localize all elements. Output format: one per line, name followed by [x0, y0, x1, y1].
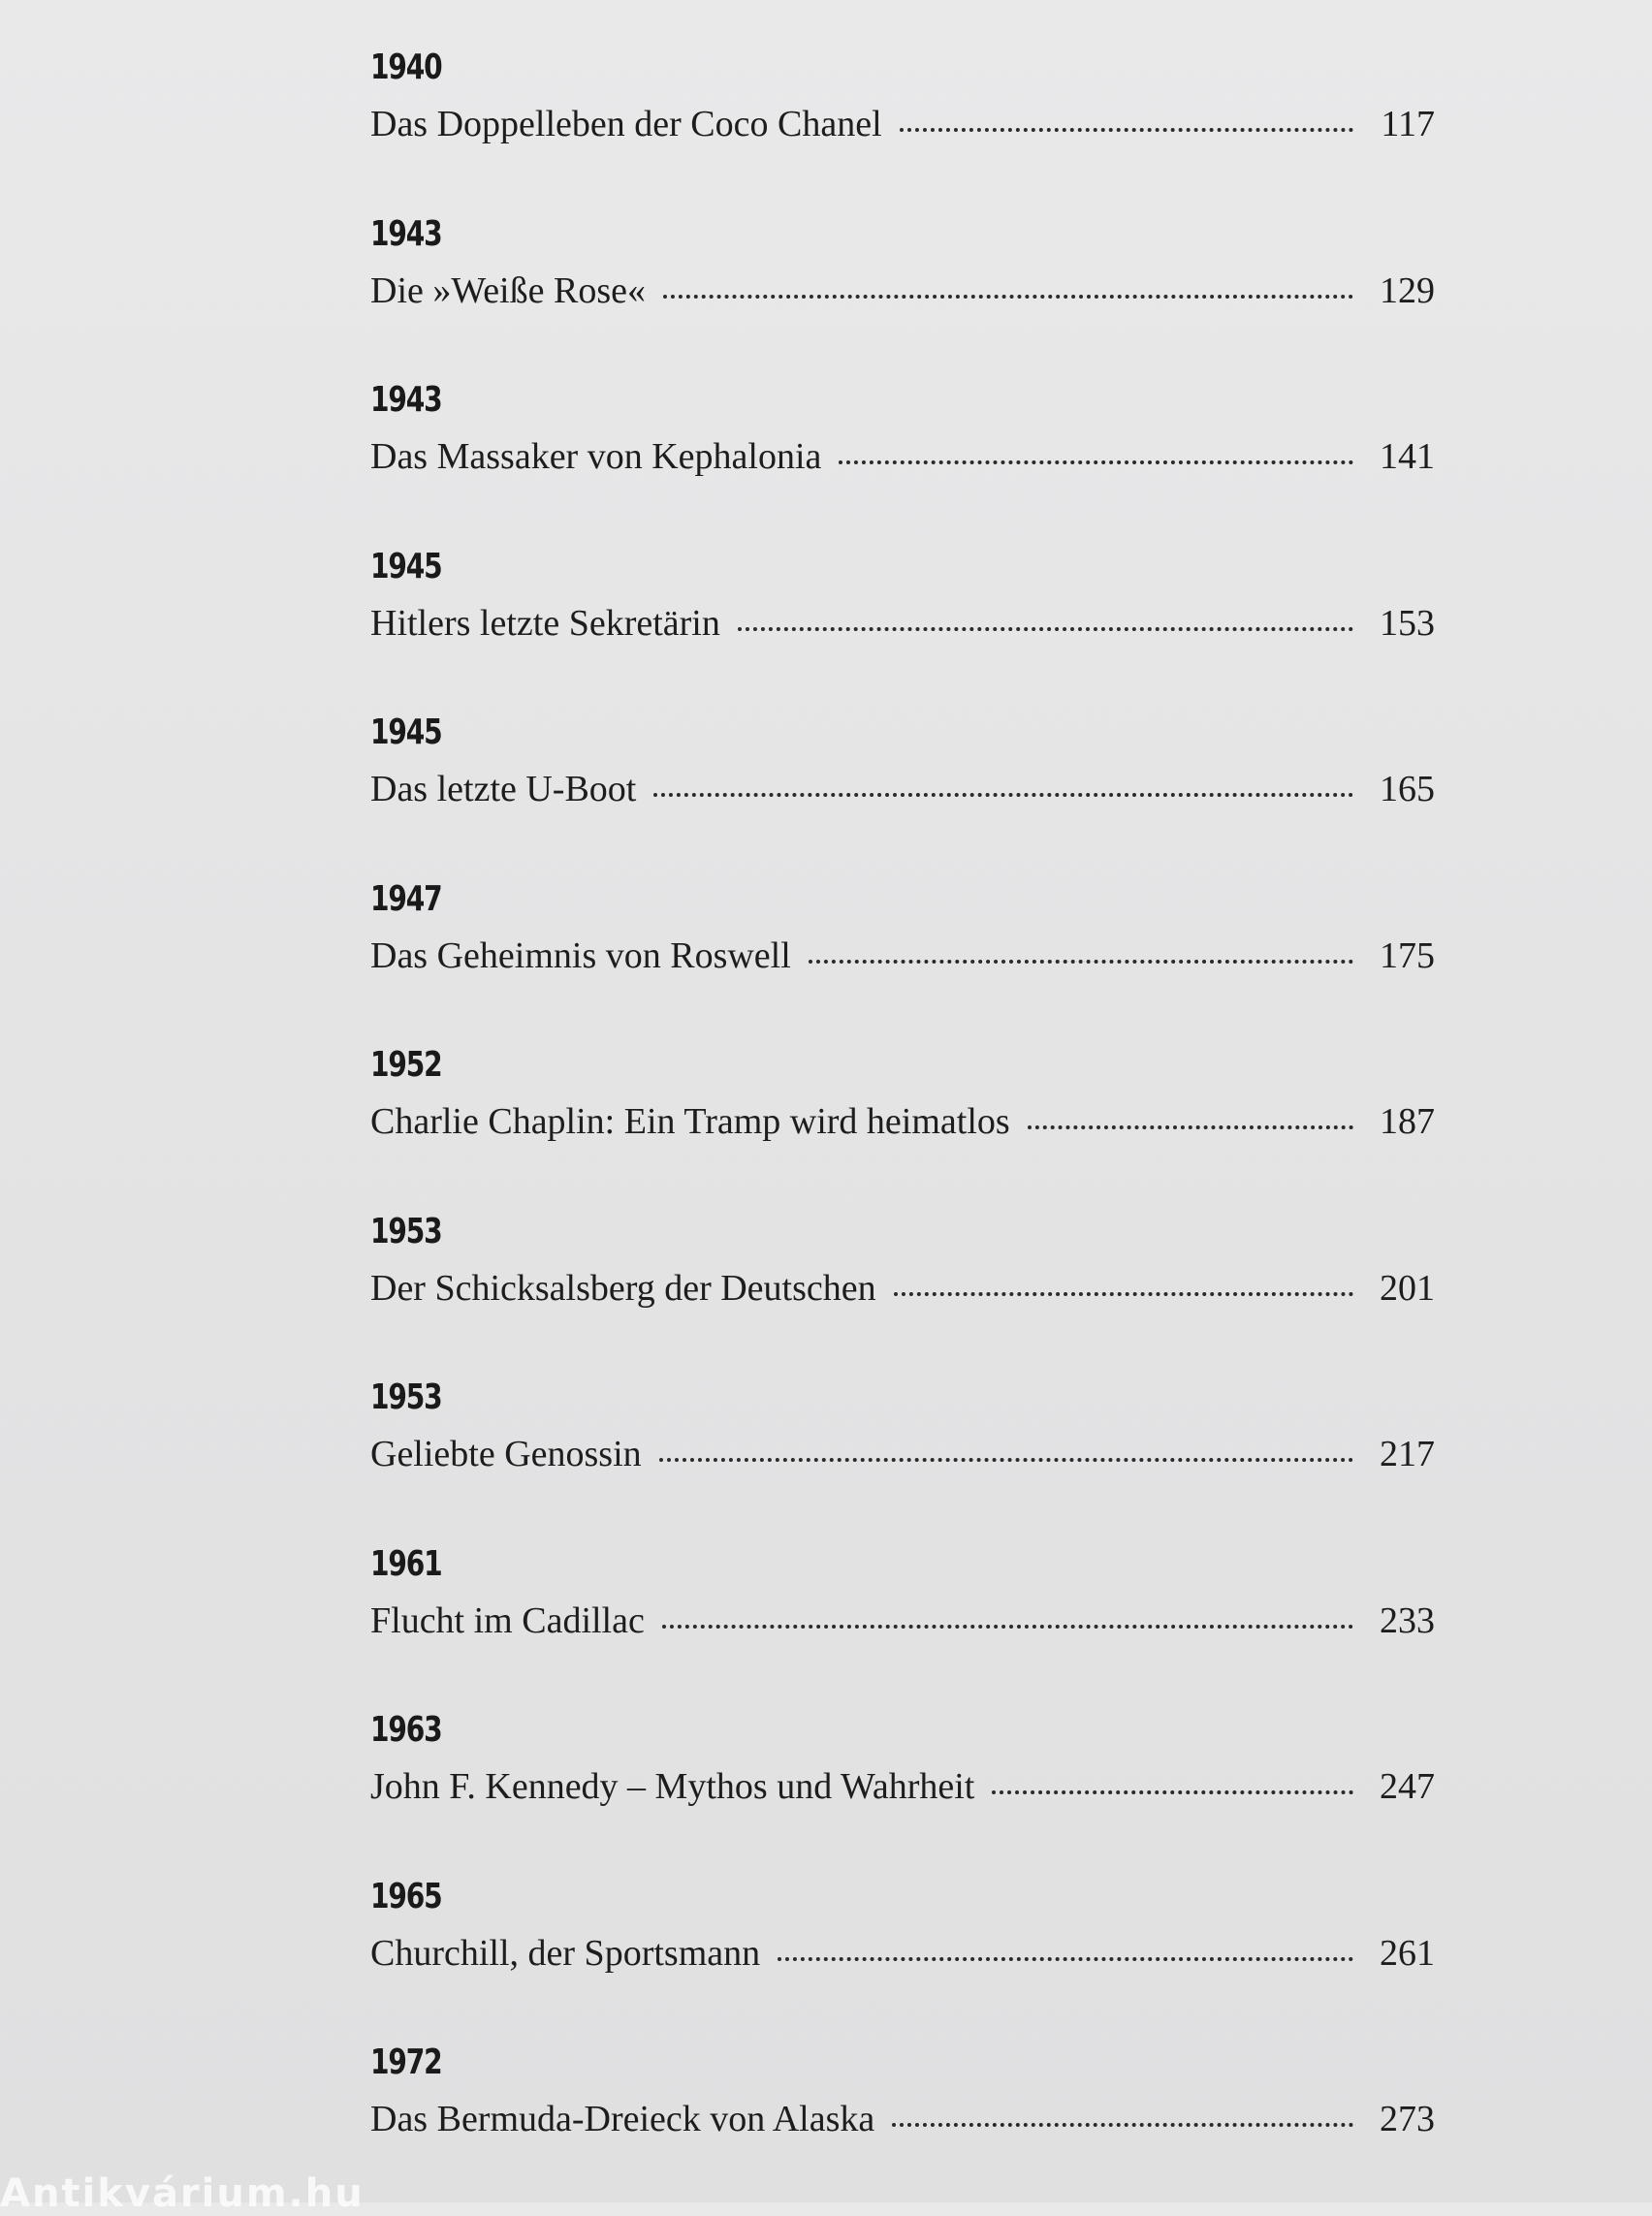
entry-year: 1972: [370, 2042, 442, 2082]
entry-page-number: 247: [1380, 1766, 1435, 1807]
table-of-contents: [370, 39, 1435, 2200]
toc-entry: [370, 1369, 1435, 1535]
entry-title: Geliebte Genossin: [370, 1434, 642, 1474]
entry-page-number: 175: [1380, 934, 1435, 976]
entry-page-number: 141: [1380, 436, 1435, 477]
toc-entry: [370, 1701, 1435, 1868]
dot-leader: [662, 1625, 1353, 1629]
toc-entry: [370, 39, 1435, 206]
entry-title: Churchill, der Sportsmann: [370, 1932, 761, 1974]
entry-year: 1940: [370, 47, 442, 87]
entry-line: [370, 97, 1435, 151]
entry-page-number: 117: [1381, 104, 1435, 144]
entry-year: 1947: [370, 878, 442, 919]
toc-entry: [370, 1036, 1435, 1203]
entry-line: [370, 264, 1435, 318]
entry-line: [370, 1594, 1435, 1648]
entry-year: 1961: [370, 1543, 442, 1584]
entry-page-number: 217: [1380, 1434, 1435, 1474]
toc-entry: [370, 1535, 1435, 1702]
dot-leader: [992, 1790, 1353, 1794]
watermark: Antikvárium.hu: [0, 2171, 365, 2216]
entry-title: Das Bermuda-Dreieck von Alaska: [370, 2099, 875, 2139]
toc-entry: [370, 2034, 1435, 2200]
dot-leader: [894, 1292, 1353, 1296]
entry-line: [370, 1094, 1435, 1149]
entry-line: [370, 1926, 1435, 1980]
entry-page-number: 273: [1380, 2099, 1435, 2139]
entry-title: Hitlers letzte Sekretärin: [370, 602, 720, 644]
entry-year: 1952: [370, 1045, 442, 1085]
entry-line: [370, 596, 1435, 650]
dot-leader: [659, 1458, 1353, 1462]
entry-title: Das letzte U-Boot: [370, 769, 637, 809]
entry-year: 1965: [370, 1876, 442, 1916]
entry-page-number: 187: [1380, 1101, 1435, 1142]
toc-entry: [370, 538, 1435, 705]
dot-leader: [839, 460, 1353, 464]
dot-leader: [663, 295, 1353, 299]
dot-leader: [892, 2123, 1353, 2127]
entry-title: John F. Kennedy – Mythos und Wahrheit: [370, 1766, 975, 1807]
entry-page-number: 153: [1380, 602, 1435, 644]
entry-year: 1953: [370, 1211, 442, 1251]
dot-leader: [738, 627, 1353, 631]
toc-entry: [370, 371, 1435, 538]
entry-title: Der Schicksalsberg der Deutschen: [370, 1267, 876, 1309]
entry-title: Das Doppelleben der Coco Chanel: [370, 104, 882, 144]
toc-entry: [370, 704, 1435, 871]
entry-page-number: 261: [1380, 1932, 1435, 1974]
dot-leader: [809, 960, 1353, 964]
entry-year: 1943: [370, 213, 442, 254]
dot-leader: [778, 1957, 1353, 1961]
dot-leader: [653, 793, 1353, 797]
toc-entry: [370, 1203, 1435, 1370]
entry-year: 1963: [370, 1710, 442, 1750]
entry-line: [370, 762, 1435, 816]
entry-page-number: 201: [1380, 1267, 1435, 1309]
dot-leader: [900, 128, 1353, 132]
entry-title: Die »Weiße Rose«: [370, 269, 646, 311]
toc-entry: [370, 206, 1435, 372]
entry-line: [370, 929, 1435, 983]
entry-title: Charlie Chaplin: Ein Tramp wird heimatlos: [370, 1101, 1010, 1142]
entry-year: 1945: [370, 712, 442, 752]
entry-year: 1945: [370, 546, 442, 586]
entry-page-number: 165: [1380, 769, 1435, 809]
entry-title: Flucht im Cadillac: [370, 1599, 645, 1641]
entry-line: [370, 1261, 1435, 1315]
entry-year: 1943: [370, 380, 442, 420]
entry-page-number: 129: [1380, 269, 1435, 311]
entry-line: [370, 1759, 1435, 1814]
entry-line: [370, 1427, 1435, 1481]
entry-line: [370, 2092, 1435, 2146]
toc-entry: [370, 871, 1435, 1037]
entry-title: Das Massaker von Kephalonia: [370, 436, 822, 477]
entry-year: 1953: [370, 1377, 442, 1417]
entry-page-number: 233: [1380, 1599, 1435, 1641]
entry-title: Das Geheimnis von Roswell: [370, 934, 791, 976]
dot-leader: [1028, 1125, 1353, 1129]
entry-line: [370, 429, 1435, 484]
toc-entry: [370, 1868, 1435, 2035]
